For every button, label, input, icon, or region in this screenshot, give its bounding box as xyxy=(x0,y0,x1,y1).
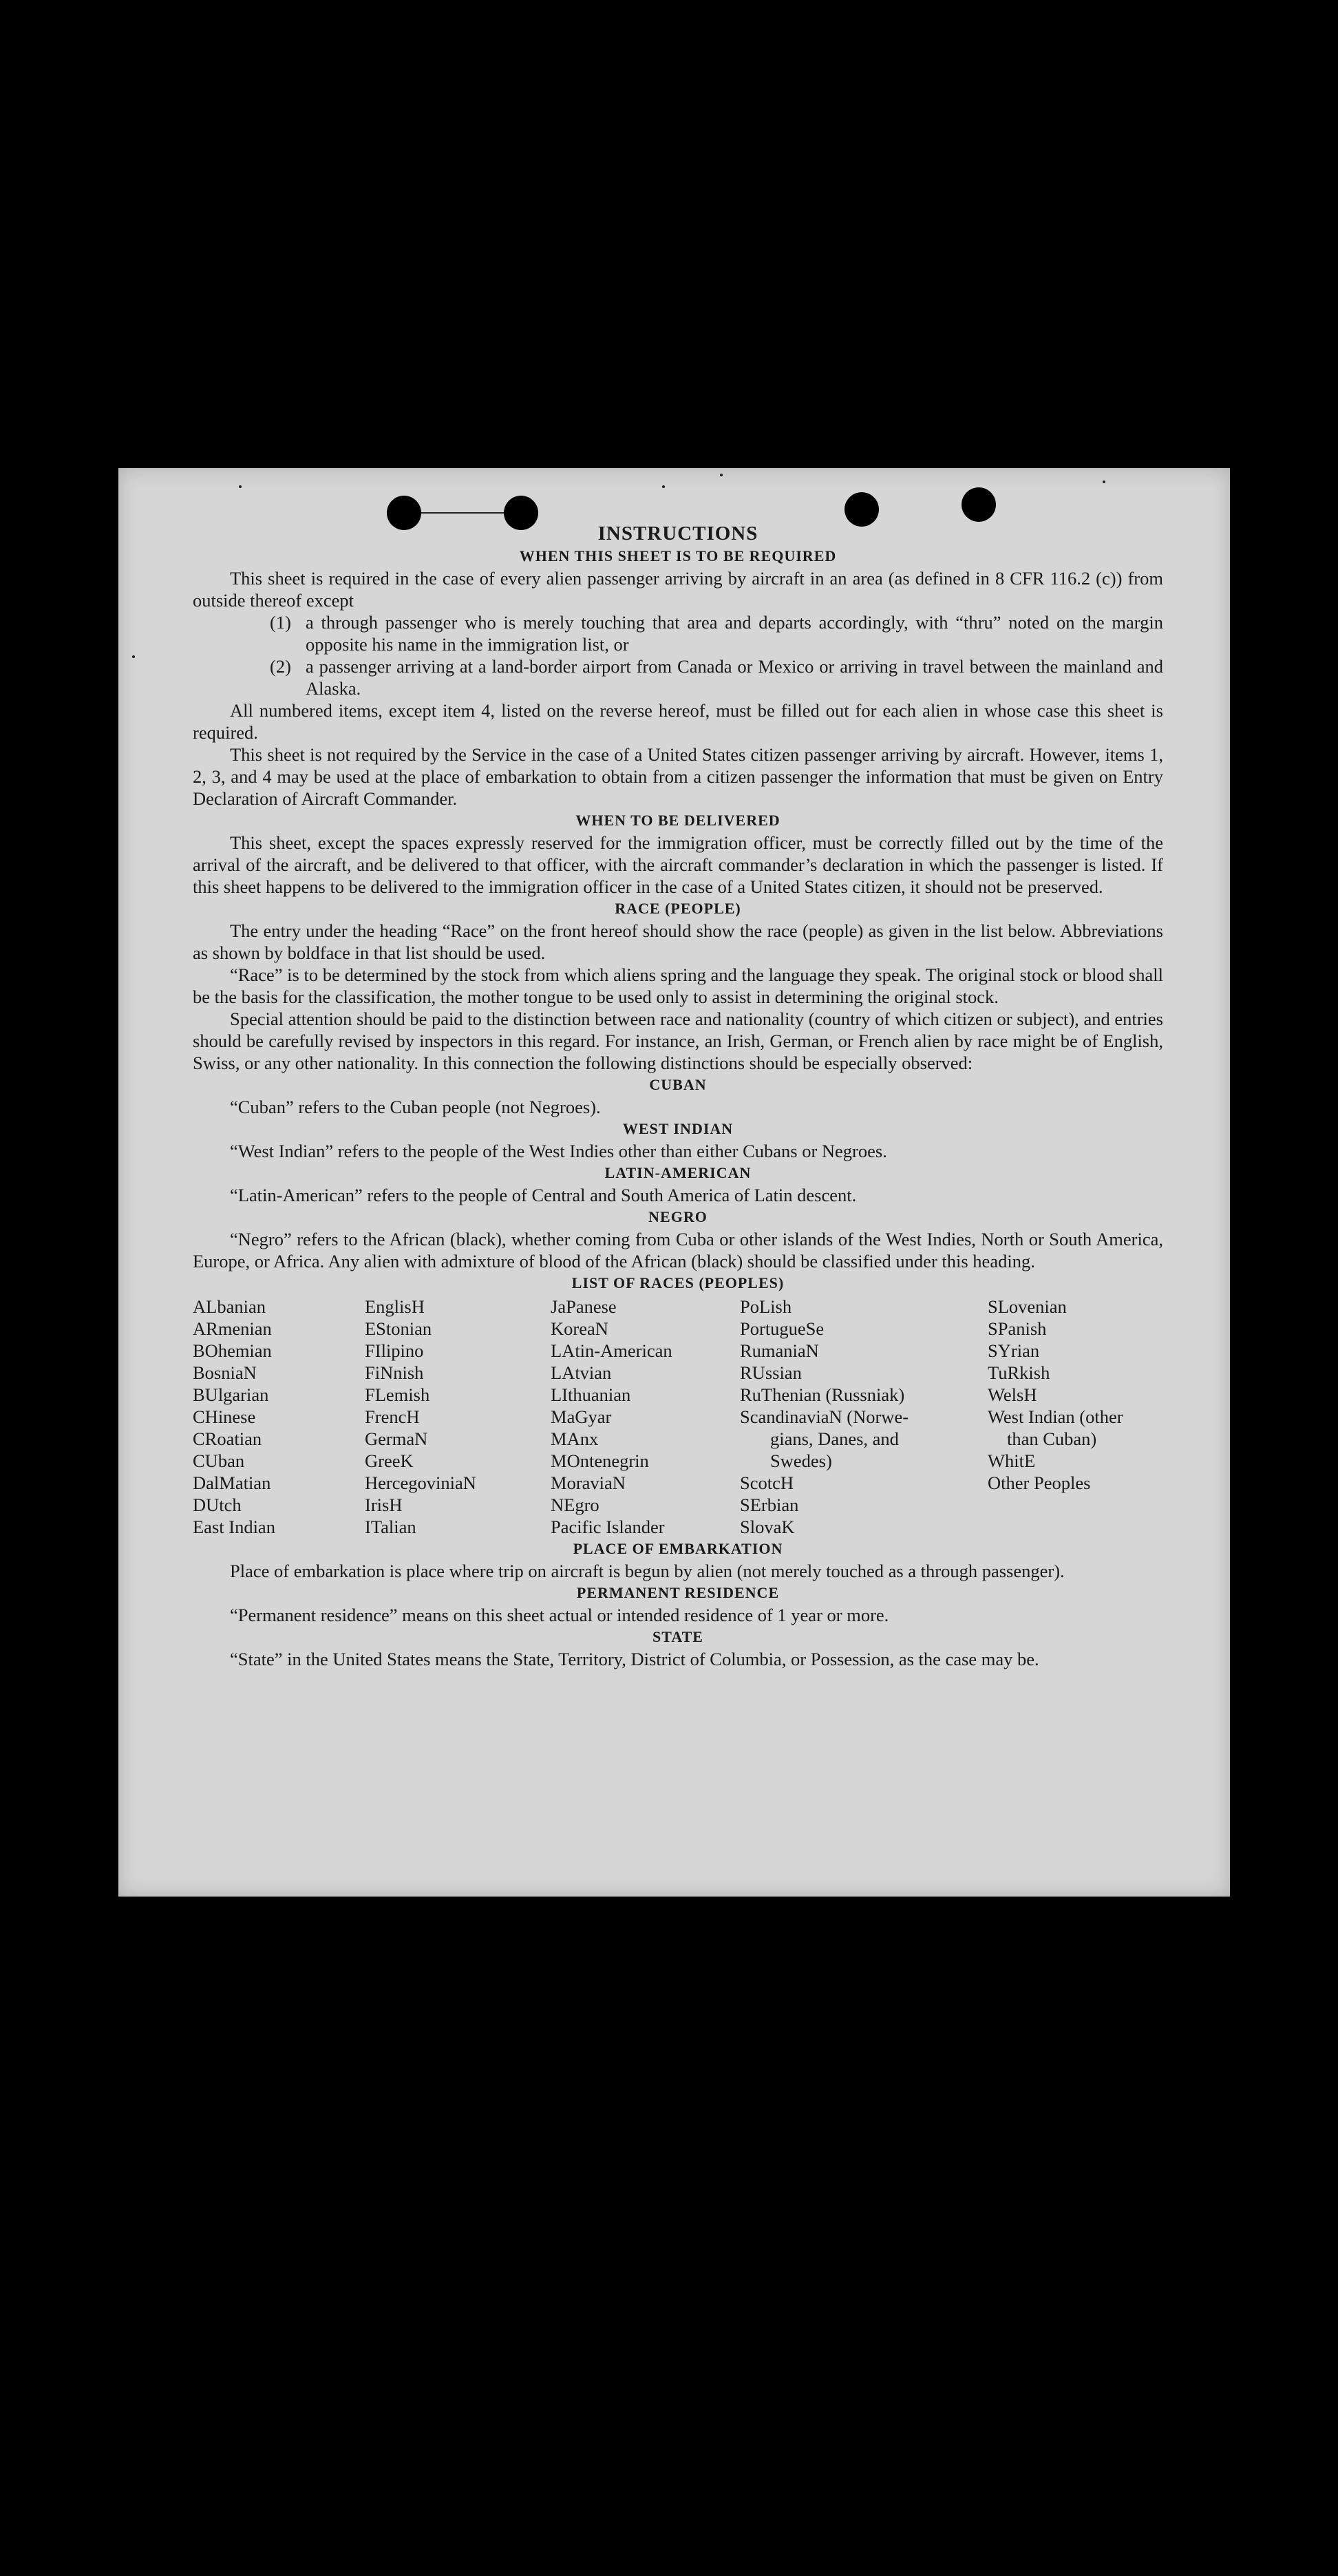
heading-embarkation: PLACE OF EMBARKATION xyxy=(573,1540,783,1557)
race-entry: MOntenegrin xyxy=(551,1450,649,1471)
race-entry-continued: than Cuban) xyxy=(1007,1428,1097,1449)
race-entry: East Indian xyxy=(193,1517,275,1537)
race-entry: RumaniaN xyxy=(740,1340,819,1361)
race-entry: MaGyar xyxy=(551,1406,612,1427)
paragraph: All numbered items, except item 4, listed on the reverse hereof, must be filled out for each alien in whose case this sheet is required. xyxy=(193,700,1163,743)
paragraph: “Cuban” refers to the Cuban people (not Negroes). xyxy=(230,1097,601,1117)
race-entry: CRoatian xyxy=(193,1428,262,1449)
race-entry: FLemish xyxy=(365,1384,430,1405)
paragraph: “State” in the United States means the State, Territory, District of Columbia, or Possession, as the case may be. xyxy=(230,1649,1039,1669)
speck xyxy=(239,485,242,488)
race-entry: WhitE xyxy=(988,1450,1036,1471)
race-entry: EnglisH xyxy=(365,1296,425,1317)
race-entry: FiNnish xyxy=(365,1362,424,1383)
race-entry: KoreaN xyxy=(551,1318,608,1339)
race-entry: CHinese xyxy=(193,1406,256,1427)
heading-when-required: WHEN THIS SHEET IS TO BE REQUIRED xyxy=(519,547,837,564)
list-item xyxy=(270,655,1163,699)
race-entry: HercegoviniaN xyxy=(365,1472,476,1493)
list-item xyxy=(270,611,1163,655)
races-list xyxy=(193,1296,1163,1538)
race-entry: ScandinaviaN (Norwe- xyxy=(740,1406,909,1427)
ink-line xyxy=(421,512,504,514)
paragraph: “Permanent residence” means on this sheet actual or intended residence of 1 year or more. xyxy=(230,1605,889,1625)
paragraph: “West Indian” refers to the people of the West Indies other than either Cubans or Negroes. xyxy=(230,1141,887,1161)
race-entry: GreeK xyxy=(365,1450,414,1471)
instructions-body xyxy=(193,522,1163,1670)
race-entry: Pacific Islander xyxy=(551,1517,665,1537)
race-entry: LAtvian xyxy=(551,1362,612,1383)
race-entry: WelsH xyxy=(988,1384,1037,1405)
races-column-1 xyxy=(193,1296,365,1538)
paragraph: This sheet is not required by the Service in the case of a United States citizen passenger arriving by aircraft. However, items 1, 2, 3, and 4 may be used at the place of embarkation to obtain from a citizen passenger the information that must be given on Entry Declaration of Aircraft Commander. xyxy=(193,744,1163,809)
race-entry: SLovenian xyxy=(988,1296,1067,1317)
paragraph: Place of embarkation is place where trip on aircraft is begun by alien (not merely touched as a through passenger). xyxy=(230,1561,1065,1581)
race-entry: IrisH xyxy=(365,1495,403,1515)
race-entry: SlovaK xyxy=(740,1517,795,1537)
speck xyxy=(720,474,723,476)
item-text: a through passenger who is merely touching that area and departs accordingly, with “thru” noted on the margin opposite his name in the immigration list, or xyxy=(306,612,1163,655)
race-entry: JaPanese xyxy=(551,1296,617,1317)
paragraph: “Latin-American” refers to the people of Central and South America of Latin descent. xyxy=(230,1185,857,1205)
item-number: (2) xyxy=(270,656,291,677)
speck xyxy=(1103,481,1105,483)
race-entry: SErbian xyxy=(740,1495,799,1515)
race-entry-continued: Swedes) xyxy=(770,1450,832,1471)
races-column-3 xyxy=(551,1296,740,1538)
race-entry: ALbanian xyxy=(193,1296,266,1317)
race-entry: GermaN xyxy=(365,1428,428,1449)
races-column-4 xyxy=(740,1296,988,1538)
race-entry: ITalian xyxy=(365,1517,416,1537)
race-entry-continued: gians, Danes, and xyxy=(770,1428,899,1449)
heading-west-indian: WEST INDIAN xyxy=(622,1120,734,1137)
race-entry: RUssian xyxy=(740,1362,802,1383)
race-entry: Other Peoples xyxy=(988,1472,1091,1493)
race-entry: ARmenian xyxy=(193,1318,272,1339)
race-entry: FIlipino xyxy=(365,1340,424,1361)
race-entry: PoLish xyxy=(740,1296,792,1317)
race-entry: MoraviaN xyxy=(551,1472,626,1493)
race-entry: BosniaN xyxy=(193,1362,257,1383)
paragraph: Special attention should be paid to the distinction between race and nationality (country of which citizen or subject), and entries should be carefully revised by inspectors in this regard. For instance, an Irish, German, or French alien by race might be of English, Swiss, or any other nationality. In this connection the following distinctions should be especially observed: xyxy=(193,1009,1163,1073)
race-entry: MAnx xyxy=(551,1428,599,1449)
race-entry: BUlgarian xyxy=(193,1384,269,1405)
speck xyxy=(662,485,665,488)
paragraph: This sheet, except the spaces expressly reserved for the immigration officer, must be correctly filled out by the time of the arrival of the aircraft, and be delivered to that officer, with the aircraft commander’s declaration in which the passenger is listed. If this sheet happens to be delivered to the immigration officer in the case of a United States citizen, it should not be preserved. xyxy=(193,832,1163,897)
heading-latin-american: LATIN-AMERICAN xyxy=(604,1164,752,1181)
document-sheet xyxy=(118,468,1230,1897)
race-entry: EStonian xyxy=(365,1318,432,1339)
race-entry: FrencH xyxy=(365,1406,420,1427)
race-entry: SPanish xyxy=(988,1318,1047,1339)
race-entry: ScotcH xyxy=(740,1472,794,1493)
heading-negro: NEGRO xyxy=(648,1208,708,1225)
heading-state: STATE xyxy=(652,1628,703,1645)
races-column-2 xyxy=(365,1296,551,1538)
item-text: a passenger arriving at a land-border airport from Canada or Mexico or arriving in travel between the mainland and Alaska. xyxy=(306,656,1163,699)
paragraph: This sheet is required in the case of every alien passenger arriving by aircraft in an area (as defined in 8 CFR 116.2 (c)) from outside thereof except xyxy=(193,568,1163,611)
race-entry: CUban xyxy=(193,1450,245,1471)
races-column-5 xyxy=(988,1296,1163,1538)
paragraph: The entry under the heading “Race” on the front hereof should show the race (people) as given in the list below. Abbreviations as shown by boldface in that list should be used. xyxy=(193,920,1163,963)
race-entry: LAtin-American xyxy=(551,1340,672,1361)
race-entry: PortugueSe xyxy=(740,1318,825,1339)
heading-when-delivered: WHEN TO BE DELIVERED xyxy=(575,812,780,829)
race-entry: BOhemian xyxy=(193,1340,272,1361)
page-title: INSTRUCTIONS xyxy=(597,522,758,545)
race-entry: NEgro xyxy=(551,1495,599,1515)
race-entry: DalMatian xyxy=(193,1472,271,1493)
item-number: (1) xyxy=(270,612,291,633)
speck xyxy=(132,655,135,658)
punch-hole xyxy=(962,487,996,522)
race-entry: TuRkish xyxy=(988,1362,1050,1383)
heading-cuban: CUBAN xyxy=(649,1076,707,1093)
race-entry: West Indian (other xyxy=(988,1406,1123,1427)
race-entry: SYrian xyxy=(988,1340,1040,1361)
paragraph: “Negro” refers to the African (black), whether coming from Cuba or other islands of the West Indies, North or South America, Europe, or Africa. Any alien with admixture of blood of the African (black) should be classified under this heading. xyxy=(193,1229,1163,1271)
heading-race: RACE (PEOPLE) xyxy=(615,900,741,917)
heading-races-list: LIST OF RACES (PEOPLES) xyxy=(571,1274,785,1291)
paragraph: “Race” is to be determined by the stock from which aliens spring and the language they speak. The original stock or blood shall be the basis for the classification, the mother tongue to be used only to assist in determining the original stock. xyxy=(193,964,1163,1007)
heading-residence: PERMANENT RESIDENCE xyxy=(576,1584,780,1601)
race-entry: DUtch xyxy=(193,1495,242,1515)
race-entry: LIthuanian xyxy=(551,1384,631,1405)
race-entry: RuThenian (Russniak) xyxy=(740,1384,905,1405)
